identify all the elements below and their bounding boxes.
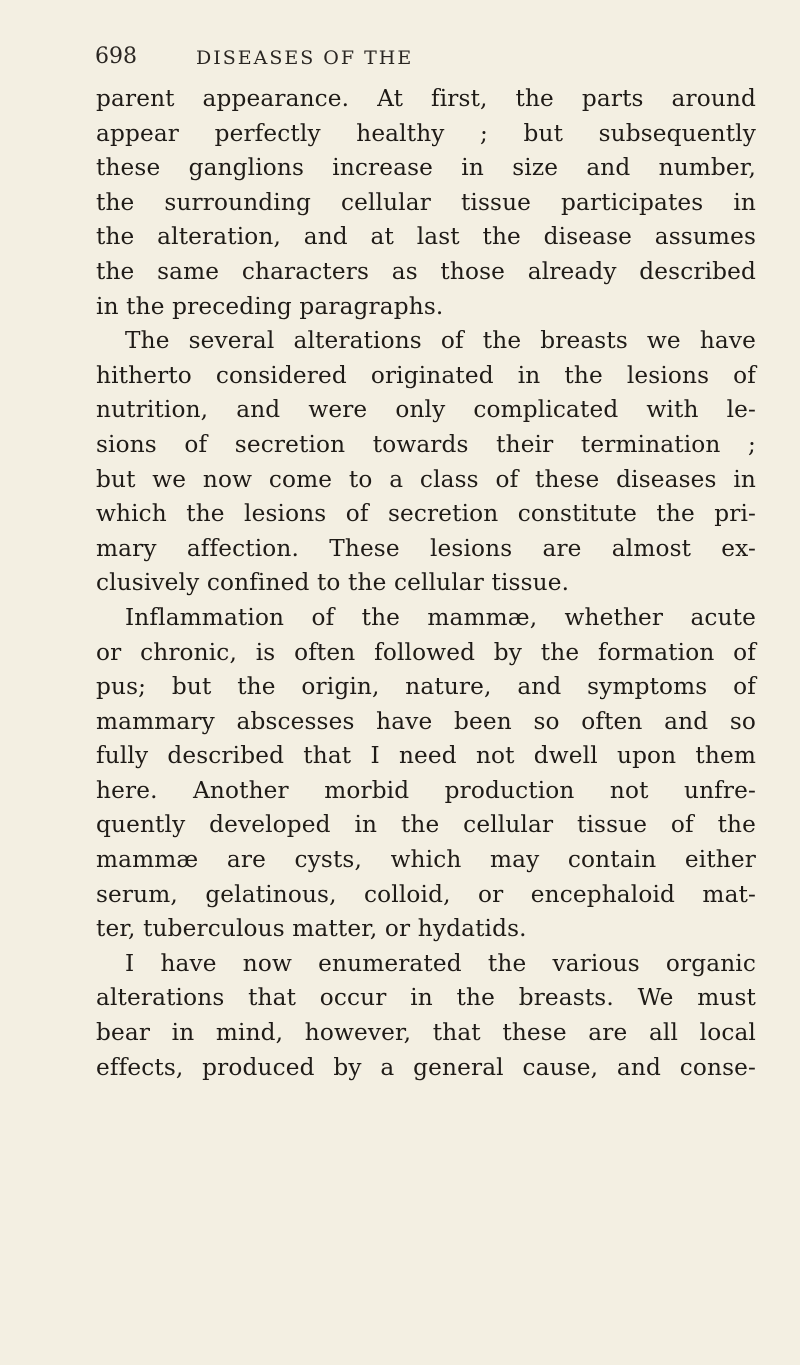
text-line: fully described that I need not dwell upon them xyxy=(96,742,756,770)
text-line: sions of secretion towards their termination ; xyxy=(96,430,756,458)
paragraph-start-line: I have now enumerated the various organic xyxy=(125,949,756,977)
body-text xyxy=(96,82,756,1085)
text-line: bear in mind, however, that these are all local xyxy=(96,1019,756,1047)
text-line: effects, produced by a general cause, and conse- xyxy=(96,1053,756,1081)
text-line: hitherto considered originated in the lesions of xyxy=(96,361,756,389)
text-line: clusively confined to the cellular tissue. xyxy=(96,569,570,597)
text-line: nutrition, and were only complicated with le- xyxy=(96,396,756,424)
text-line: or chronic, is often followed by the formation of xyxy=(96,638,756,666)
text-line: mary affection. These lesions are almost ex- xyxy=(96,534,756,562)
text-line: the same characters as those already described xyxy=(96,257,756,285)
text-line: ter, tuberculous matter, or hydatids. xyxy=(96,915,527,943)
text-line: appear perfectly healthy ; but subsequently xyxy=(96,119,756,147)
text-line: in the preceding paragraphs. xyxy=(96,292,444,320)
text-line: these ganglions increase in size and number, xyxy=(96,154,756,182)
text-line: which the lesions of secretion constitute the pri- xyxy=(96,500,756,528)
text-line: alterations that occur in the breasts. We must xyxy=(96,984,756,1012)
text-line: here. Another morbid production not unfre- xyxy=(96,776,756,804)
text-line: parent appearance. At first, the parts around xyxy=(96,85,756,112)
text-line: mammæ are cysts, which may contain either xyxy=(96,846,756,874)
text-line: pus; but the origin, nature, and symptoms of xyxy=(96,673,756,701)
paragraph-start-line: Inflammation of the mammæ, whether acute xyxy=(125,603,756,631)
text-line: quently developed in the cellular tissue of the xyxy=(96,811,756,839)
text-line: serum, gelatinous, colloid, or encephaloid mat- xyxy=(96,880,756,908)
paragraph-start-line: The several alterations of the breasts we have xyxy=(125,327,756,355)
text-line: the surrounding cellular tissue participates in xyxy=(96,188,756,216)
running-head: DISEASES OF THE xyxy=(196,47,414,69)
page-number: 698 xyxy=(95,44,137,69)
text-line: the alteration, and at last the disease assumes xyxy=(96,223,756,251)
text-line: mammary abscesses have been so often and so xyxy=(96,707,756,735)
text-line: but we now come to a class of these diseases in xyxy=(96,465,756,493)
